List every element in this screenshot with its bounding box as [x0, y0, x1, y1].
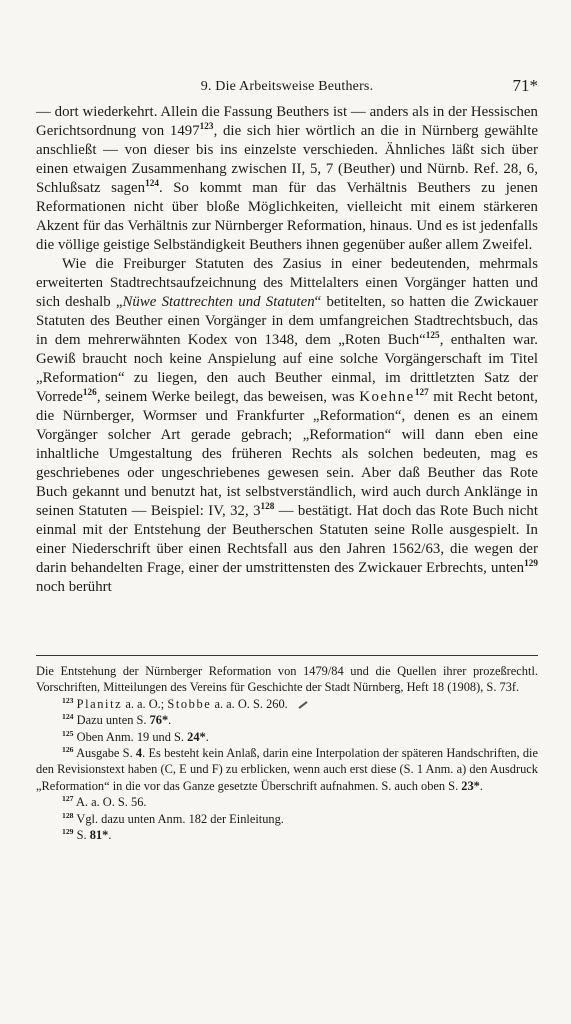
footnote-ref-129: 129 [524, 558, 538, 569]
footnote-125: $^{125}$ Oben Anm. 19 und S. 24*. [62, 728, 209, 744]
footnote-ref-124: 124 [145, 178, 159, 189]
footnote-128: $^{128}$ Vgl. dazu unten Anm. 182 der Einleitung. [62, 810, 284, 826]
footnote-ref-127: 127 [414, 387, 429, 398]
main-text [36, 103, 538, 597]
footnote-127: $^{127}$ A. a. O. S. 56. [62, 794, 147, 810]
pencil-mark-icon [298, 701, 307, 709]
footnotes [36, 663, 538, 843]
page-header [36, 77, 538, 97]
footnote-ref-125: 125 [425, 330, 440, 341]
footnote-ref-128: 128 [260, 501, 275, 512]
page-number: 71* [512, 76, 538, 95]
running-head: 9. Die Arbeitsweise Beuthers. [200, 79, 374, 94]
footnote-126: $^{126}$ Ausgabe S. 4. Es besteht kein Anlaß, darin eine Interpolation der späteren Handschriften, die den Revisionstext haben (C, E und F) zu erblicken, wenn auch erst diese (S. 1 Anm. a) den Ausdruck „Reformation“ in die vor das Ganze gesetzte Überschrift aufnahmen. S. auch oben S. 23*. [36, 744, 538, 793]
footnote-continuation: Die Entstehung der Nürnberger Reformation von 1479/84 und die Quellen ihrer prozeßrechtl. Vorschriften, Mitteilungen des Vereins für Geschichte der Stadt Nürnberg, Heft 18 (1908), S. 73f. [36, 664, 538, 695]
footnote-ref-126: 126 [82, 387, 97, 398]
statute-title: Nüwe Stattrechten und Statuten [122, 294, 315, 310]
author-koehne: Koehne [359, 389, 415, 405]
paragraph-2: Wie die Freiburger Statuten des Zasius in einer bedeutenden, mehrmals erweiterten Stadtrechtsaufzeichnung des Mittelalters einen Vorgänger hatten und sich deshalb „Nüwe Stattrechten und Statuten“ betitelten, so hatten die Zwickauer Statuten des Beuther einen Vorgänger in dem umfangreichen Stadtrechtsbuch, das in dem mehrerwähnten Kodex von 1348, dem „Roten Buch“$^{125}$, enthalten war. Gewiß braucht noch keine Anspielung auf eine solche Vorgängerschaft im Titel „Reformation“ zu liegen, den auch Beuther einmal, im drittletzten Satz der Vorrede$^{126}$, seinem Werke beilegt, das beweisen, was Koehne$^{127}$ mit Recht betont, die Nürnberger, Wormser und Frankfurter „Reformation“, denen es an einem Vorgänger solcher Art gerade gebrach; „Reformation“ will dann eben eine inhaltliche Umgestaltung des früheren Rechts als solchen bedeuten, mag es geschriebenes oder ungeschriebenes gewesen sein. Aber daß Beuther das Rote Buch gekannt und benutzt hat, ist selbstverständlich, wird auch durch Anklänge in seinen Statuten — Beispiel: IV, 32, $3^{128}$ — bestätigt. Hat doch das Rote Buch nicht einmal mit der Entstehung der Beutherschen Statuten seine Rolle ausgespielt. In einer Niederschrift über einen Rechtsfall aus den Jahren 1562/63, die wegen der darin behandelten Frage, einer der umstrittensten des Zwickauer Erbrechts, unten$^{129}$ noch berührt [36, 256, 538, 595]
footnote-123: $^{123}$ Planitz a. a. O.; Stobbe a. a. O. S. 260. [36, 696, 538, 712]
footnote-ref-123: 123 [199, 121, 214, 132]
footnote-divider [36, 655, 538, 656]
footnote-129: $^{129}$ S. 81*. [62, 826, 112, 843]
footnote-124: $^{124}$ Dazu unten S. 76*. [62, 712, 172, 728]
paragraph-1: — dort wiederkehrt. Allein die Fassung Beuthers ist — anders als in der Hessischen Gerichtsordnung von 1497$^{123}$, die sich hier wörtlich an die in Nürnberg gewählte anschließt — von dieser bis ins einzelste verschieden. Ähnliches läßt sich über einen etwaigen Zusammenhang zwischen II, 5, 7 (Beuther) und Nürnb. Ref. 28, 6, Schlußsatz sagen$^{124}$. So kommt man für das Verhältnis Beuthers zu jenen Reformationen nicht über bloße Möglichkeiten, vielleicht mit einem stärkeren Akzent für das Verhältnis zur Nürnberger Reformation, hinaus. Und es ist jedenfalls die völlige geistige Selbständigkeit Beuthers ihnen gegenüber außer allem Zweifel. [36, 104, 538, 253]
